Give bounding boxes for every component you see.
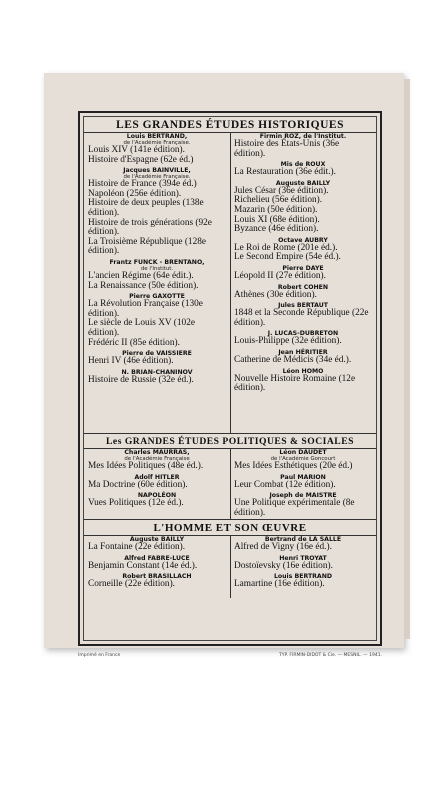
book-title: Byzance (46e édition). (234, 224, 319, 235)
book-title: Louis-Philippe (32e édition). (234, 336, 342, 347)
book-title: Louis XIV (141e édition). (88, 145, 185, 155)
section-title-politiques: Les GRANDES ÉTUDES POLITIQUES & SOCIALES (106, 436, 354, 447)
author-name: Auguste BAILLY (129, 536, 185, 543)
author-entry (234, 133, 372, 159)
author-name: Jacques BAINVILLE, (123, 167, 191, 175)
author-entry (88, 536, 226, 553)
book-title: Louis XI (68e édition). (234, 214, 320, 225)
catalogue-inner (83, 116, 377, 641)
historiques-columns (84, 133, 376, 433)
book-title: Frédéric II (85e édition). (88, 337, 180, 348)
book-title: Alfred de Vigny (16e éd.). (234, 542, 332, 552)
book-title: La Fontaine (22e édition). (88, 542, 186, 552)
author-entry (234, 161, 372, 178)
author-entry (88, 167, 226, 257)
author-entry (234, 474, 372, 491)
cover-edge (404, 79, 410, 639)
author-name: Mis de ROUX (280, 161, 326, 169)
book-title: Henri IV (46e édition). (88, 356, 174, 367)
author-entry (88, 555, 226, 572)
author-entry (88, 492, 226, 509)
author-entry (234, 536, 372, 553)
author-entry (234, 349, 372, 366)
book-title: Histoire d'Espagne (62e éd.) (88, 154, 194, 165)
author-name: Alfred FABRE-LUCE (124, 554, 190, 562)
author-entry (234, 555, 372, 572)
section-title-homme: L'HOMME ET SON ŒUVRE (153, 522, 307, 534)
homme-right-column (230, 536, 376, 598)
book-title: Le Roi de Rome (201e éd.). (234, 242, 338, 253)
book-title: Corneille (22e édition). (88, 579, 176, 590)
author-entry (234, 237, 372, 263)
author-entry (88, 350, 226, 367)
author-name: Louis BERTRAND (273, 573, 333, 581)
author-affiliation: de l'Académie Goncourt (270, 456, 336, 462)
author-name: Jules BERTAUT (278, 302, 328, 310)
author-entry (88, 449, 226, 472)
author-name: Pierre de VAISSIERE (122, 350, 192, 358)
author-name: J. LUCAS-DUBRETON (267, 330, 339, 338)
author-name: Robert COHEN (277, 283, 329, 291)
book-title: La Renaissance (50e édition). (88, 280, 199, 291)
book-title: Mes Idées Politiques (48e éd.). (88, 461, 204, 471)
book-title: Mazarin (50e édition). (234, 204, 318, 215)
book-title: Le siècle de Louis XV (102e édition). (88, 318, 195, 338)
author-entry (234, 492, 372, 518)
book-title: La Restauration (36e édit.). (234, 167, 336, 178)
author-name: Robert BRASILLACH (122, 573, 192, 581)
author-entry (234, 330, 372, 347)
book-title: Catherine de Médicis (34e éd.). (234, 354, 352, 365)
politiques-columns (84, 449, 376, 519)
book-title: Léopold II (27e édition). (234, 270, 326, 281)
author-name: NAPOLÉON (137, 492, 177, 500)
author-entry (234, 265, 372, 282)
book-title: Histoire de trois générations (92e édition). (88, 217, 212, 238)
author-name: Léon HOMO (282, 367, 324, 375)
author-name: Jean HÉRITIER (278, 348, 328, 356)
author-name: Paul MARION (280, 473, 326, 481)
book-title: Histoire de France (394e éd.) (88, 179, 197, 190)
author-entry (234, 302, 372, 328)
author-name: Charles MAURRAS, (124, 449, 190, 456)
book-title: Mes Idées Esthétiques (20e éd.) (234, 461, 353, 471)
politiques-left-column (84, 449, 230, 519)
book-title: Histoire de deux peuples (138e édition). (88, 198, 204, 218)
book-title: La Révolution Française (130e édition). (88, 299, 203, 319)
book-title: Nouvelle Histoire Romaine (12e édition). (234, 373, 356, 394)
book-title: Histoire de Russie (32e éd.). (88, 374, 194, 385)
author-name: Octave AUBRY (278, 236, 328, 244)
book-title: Une Politique expérimentale (8e édition). (234, 498, 355, 518)
author-entry (234, 449, 372, 472)
book-title: Histoire des États-Unis (36e édition). (234, 139, 340, 159)
author-name: Henri TROYAT (279, 554, 327, 562)
author-entry (88, 474, 226, 491)
book-title: Richelieu (56e édition). (234, 195, 323, 206)
section-title-historiques: LES GRANDES ÉTUDES HISTORIQUES (116, 119, 344, 131)
author-name: Pierre DAYE (282, 264, 324, 272)
homme-left-column (84, 536, 230, 598)
author-name: Léon DAUDET (279, 449, 327, 456)
historiques-left-column (84, 133, 230, 433)
author-entry (88, 293, 226, 348)
author-affiliation: de l'Académie Française (124, 456, 190, 462)
book-title: Lamartine (16e édition). (234, 579, 325, 590)
author-name: Bertrand de LA SALLE (264, 536, 342, 543)
author-affiliation: de l'Académie Française. (123, 140, 191, 146)
printer-imprint: TYP. FIRMIN-DIDOT & Cie. — MESNIL. — 1941. (279, 653, 382, 658)
homme-columns (84, 536, 376, 598)
author-name: Pierre GAXOTTE (129, 293, 185, 301)
author-entry (88, 573, 226, 590)
printed-in-label: Imprimé en France (78, 653, 121, 658)
author-name: Firmin ROZ, de l'Institut. (259, 133, 347, 140)
historiques-right-column (230, 133, 376, 433)
catalogue-frame (78, 111, 382, 646)
author-affiliation: de l'Institut. (140, 265, 174, 272)
book-title: Leur Combat (12e édition). (234, 479, 336, 490)
book-title: Vues Politiques (12e éd.). (88, 498, 184, 509)
author-entry (234, 180, 372, 235)
book-title: La Troisième République (128e édition). (88, 236, 207, 257)
author-name: Frantz FUNCK - BRENTANO, (109, 258, 205, 266)
book-title: 1848 et la Seconde République (22e édition). (234, 308, 369, 328)
book-back-cover (44, 73, 404, 658)
book-title: Le Second Empire (54e éd.). (234, 252, 341, 263)
book-title: Ma Doctrine (60e édition). (88, 479, 188, 490)
book-title: Dostoïevsky (16e édition). (234, 560, 333, 571)
author-name: Louis BERTRAND, (126, 133, 188, 140)
author-name: Joseph de MAISTRE (269, 492, 337, 500)
author-affiliation: de l'Académie Française. (123, 174, 191, 181)
book-title: Napoléon (256e édition). (88, 188, 182, 199)
author-entry (88, 369, 226, 386)
author-entry (234, 573, 372, 590)
author-entry (88, 133, 226, 165)
author-name: N. BRIAN-CHANINOV (121, 368, 193, 376)
author-entry (88, 259, 226, 291)
book-title: Benjamin Constant (14e éd.). (88, 560, 198, 571)
author-entry (234, 368, 372, 394)
author-name: Adolf HITLER (134, 473, 180, 481)
book-title: Jules César (36e édition). (234, 185, 329, 196)
author-name: Auguste BAILLY (275, 179, 331, 187)
author-entry (234, 284, 372, 301)
politiques-right-column (230, 449, 376, 519)
book-title: L'ancien Régime (64e édit.). (88, 270, 194, 281)
book-title: Athènes (30e édition). (234, 289, 317, 300)
